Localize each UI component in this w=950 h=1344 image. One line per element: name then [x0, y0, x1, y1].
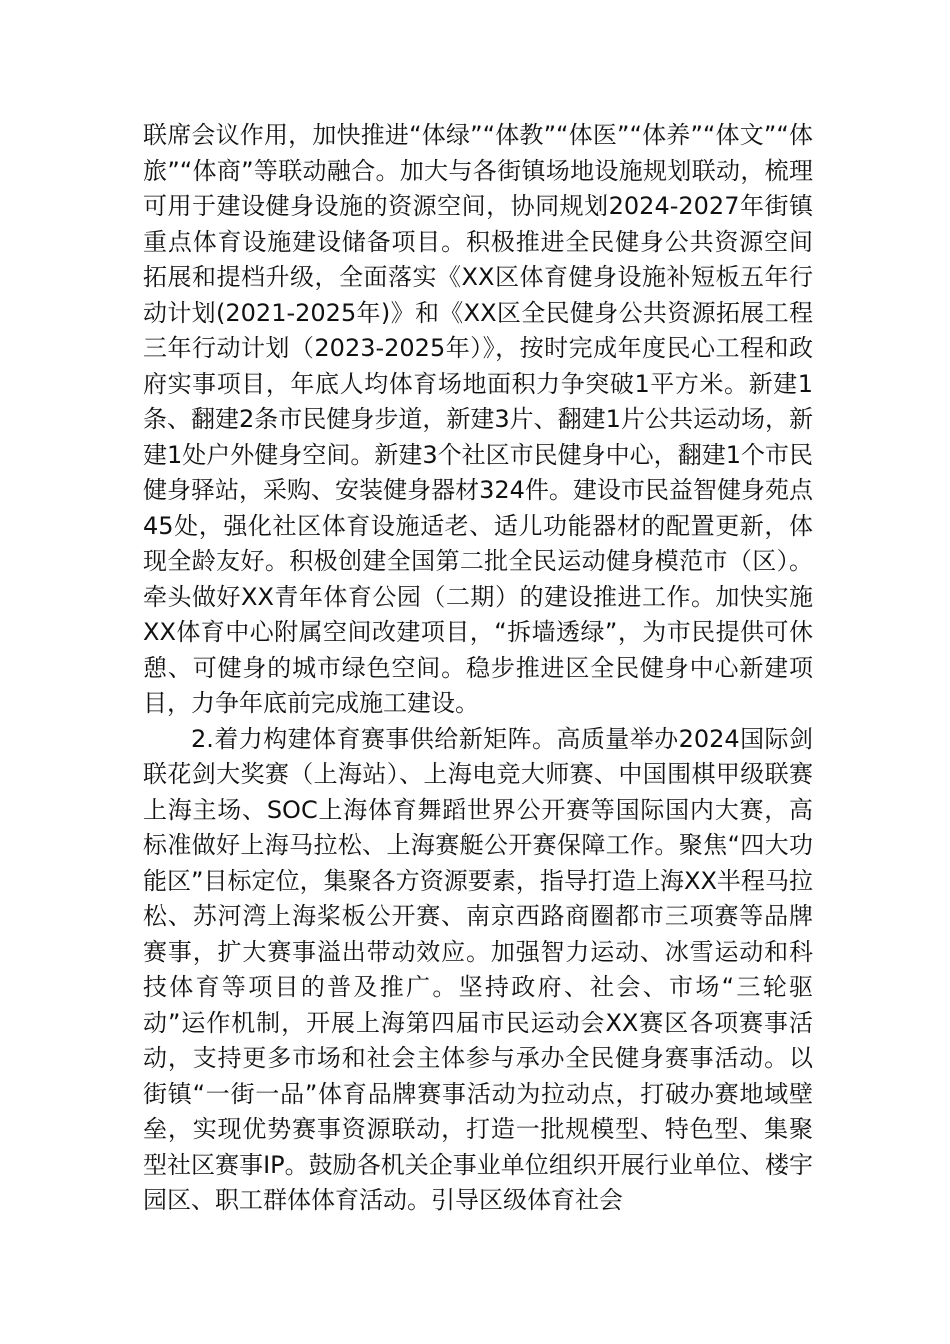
paragraph-continued: 联席会议作用，加快推进“体绿”“体教”“体医”“体养”“体文”“体旅”“体商”等联动融合。加大与各街镇场地设施规划联动，梳理可用于建设健身设施的资源空间，协同规划2024-2027年街镇重点体育设施建设储备项目。积极推进全民健身公共资源空间拓展和提档升级，全面落实《XX区体育健身设施补短板五年行动计划(2021-2025年)》和《XX区全民健身公共资源拓展工程三年行动计划（2023-2025年）》，按时完成年度民心工程和政府实事项目，年底人均体育场地面积力争突破1平方米。新建1条、翻建2条市民健身步道，新建3片、翻建1片公共运动场，新建1处户外健身空间。新建3个社区市民健身中心，翻建1个市民健身驿站，采购、安装健身器材324件。建设市民益智健身苑点45处，强化社区体育设施适老、适儿功能器材的配置更新，体现全龄友好。积极创建全国第二批全民运动健身模范市（区）。牵头做好XX青年体育公园（二期）的建设推进工作。加快实施XX体育中心附属空间改建项目，“拆墙透绿”，为市民提供可休憩、可健身的城市绿色空间。稳步推进区全民健身中心新建项目，力争年底前完成施工建设。 [143, 121, 813, 717]
paragraph-section-2: 2.着力构建体育赛事供给新矩阵。高质量举办2024国际剑联花剑大奖赛（上海站）、上海电竞大师赛、中国围棋甲级联赛上海主场、SOC上海体育舞蹈世界公开赛等国际国内大赛，高标准做好上海马拉松、上海赛艇公开赛保障工作。聚焦“四大功能区”目标定位，集聚各方资源要素，指导打造上海XX半程马拉松、苏河湾上海桨板公开赛、南京西路商圈都市三项赛等品牌赛事，扩大赛事溢出带动效应。加强智力运动、冰雪运动和科技体育等项目的普及推广。坚持政府、社会、市场“三轮驱动”运作机制，开展上海第四届市民运动会XX赛区各项赛事活动，支持更多市场和社会主体参与承办全民健身赛事活动。以街镇“一街一品”体育品牌赛事活动为拉动点，打破办赛地域壁垒，实现优势赛事资源联动，打造一批规模型、特色型、集聚型社区赛事IP。鼓励各机关企事业单位组织开展行业单位、楼宇园区、职工群体体育活动。引导区级体育社会 [143, 724, 813, 1214]
document-body [143, 118, 813, 1219]
